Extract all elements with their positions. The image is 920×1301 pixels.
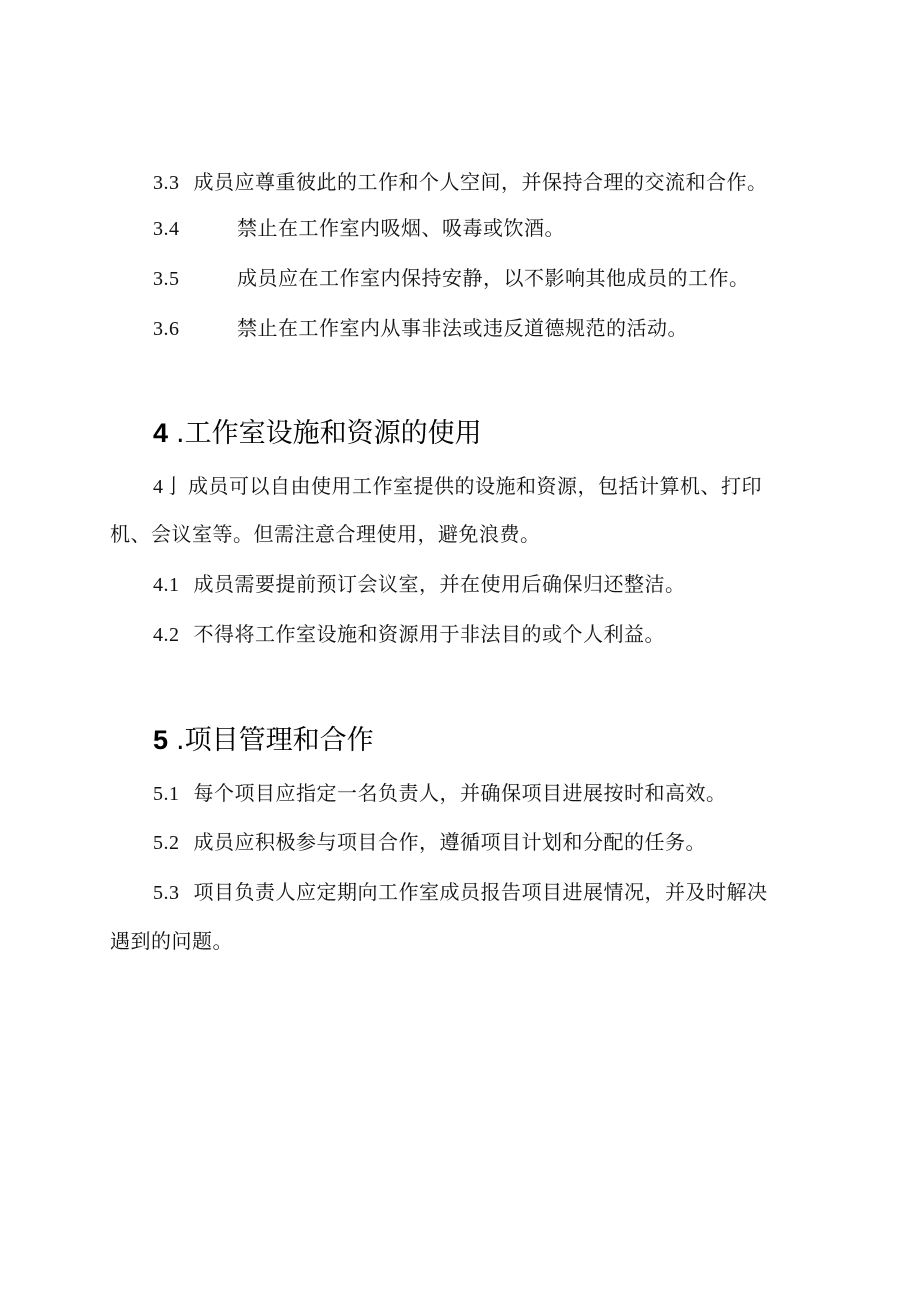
clause-text: 禁止在工作室内从事非法或违反道德规范的活动。 [237,316,688,340]
heading-text: .工作室设施和资源的使用 [176,418,482,449]
clause-text: 成员应积极参与项目合作，遵循项目计划和分配的任务。 [193,830,706,854]
clause-number: 5.2 [153,832,180,854]
clause-4-1 [153,570,686,599]
clause-4-2 [153,620,665,649]
clause-5-3-line2 [110,927,233,955]
clause-5-2 [153,828,706,857]
clause-number: 3.4 [153,218,180,240]
clause-number: 3.5 [153,268,180,290]
clause-text: 禁止在工作室内吸烟、吸毒或饮酒。 [237,216,565,240]
clause-4-intro-line1 [153,472,762,501]
heading-number: 4 [153,418,169,448]
clause-number: 4.2 [153,624,180,646]
heading-number: 5 [153,725,169,755]
clause-text: 成员应尊重彼此的工作和个人空间，并保持合理的交流和合作。 [193,170,768,194]
clause-number: 3.3 [153,172,180,194]
heading-text: .项目管理和合作 [176,725,374,756]
clause-text: 每个项目应指定一名负责人，并确保项目进展按时和高效。 [193,781,727,805]
clause-text: 项目负责人应定期向工作室成员报告项目进展情况，并及时解决 [193,880,768,904]
clause-number: 4亅 [153,476,184,498]
clause-3-6 [153,314,688,343]
clause-3-3 [153,168,768,197]
clause-text: 成员应在工作室内保持安静，以不影响其他成员的工作。 [237,266,750,290]
clause-text: 不得将工作室设施和资源用于非法目的或个人利益。 [193,622,665,646]
clause-number: 4.1 [153,574,180,596]
section-4-heading [153,415,482,452]
clause-text-continued: 遇到的问题。 [110,929,233,953]
clause-5-1 [153,779,727,808]
clause-4-intro-line2 [110,520,541,548]
clause-3-5 [153,264,750,293]
clause-5-3-line1 [153,878,768,907]
clause-number: 3.6 [153,318,180,340]
section-5-heading [153,722,374,759]
clause-number: 5.1 [153,783,180,805]
clause-text: 成员需要提前预订会议室，并在使用后确保归还整洁。 [193,572,686,596]
clause-number: 5.3 [153,882,180,904]
clause-text: 成员可以自由使用工作室提供的设施和资源，包括计算机、打印 [188,474,762,498]
clause-text-continued: 机、会议室等。但需注意合理使用，避免浪费。 [110,522,541,546]
clause-3-4 [153,214,565,243]
